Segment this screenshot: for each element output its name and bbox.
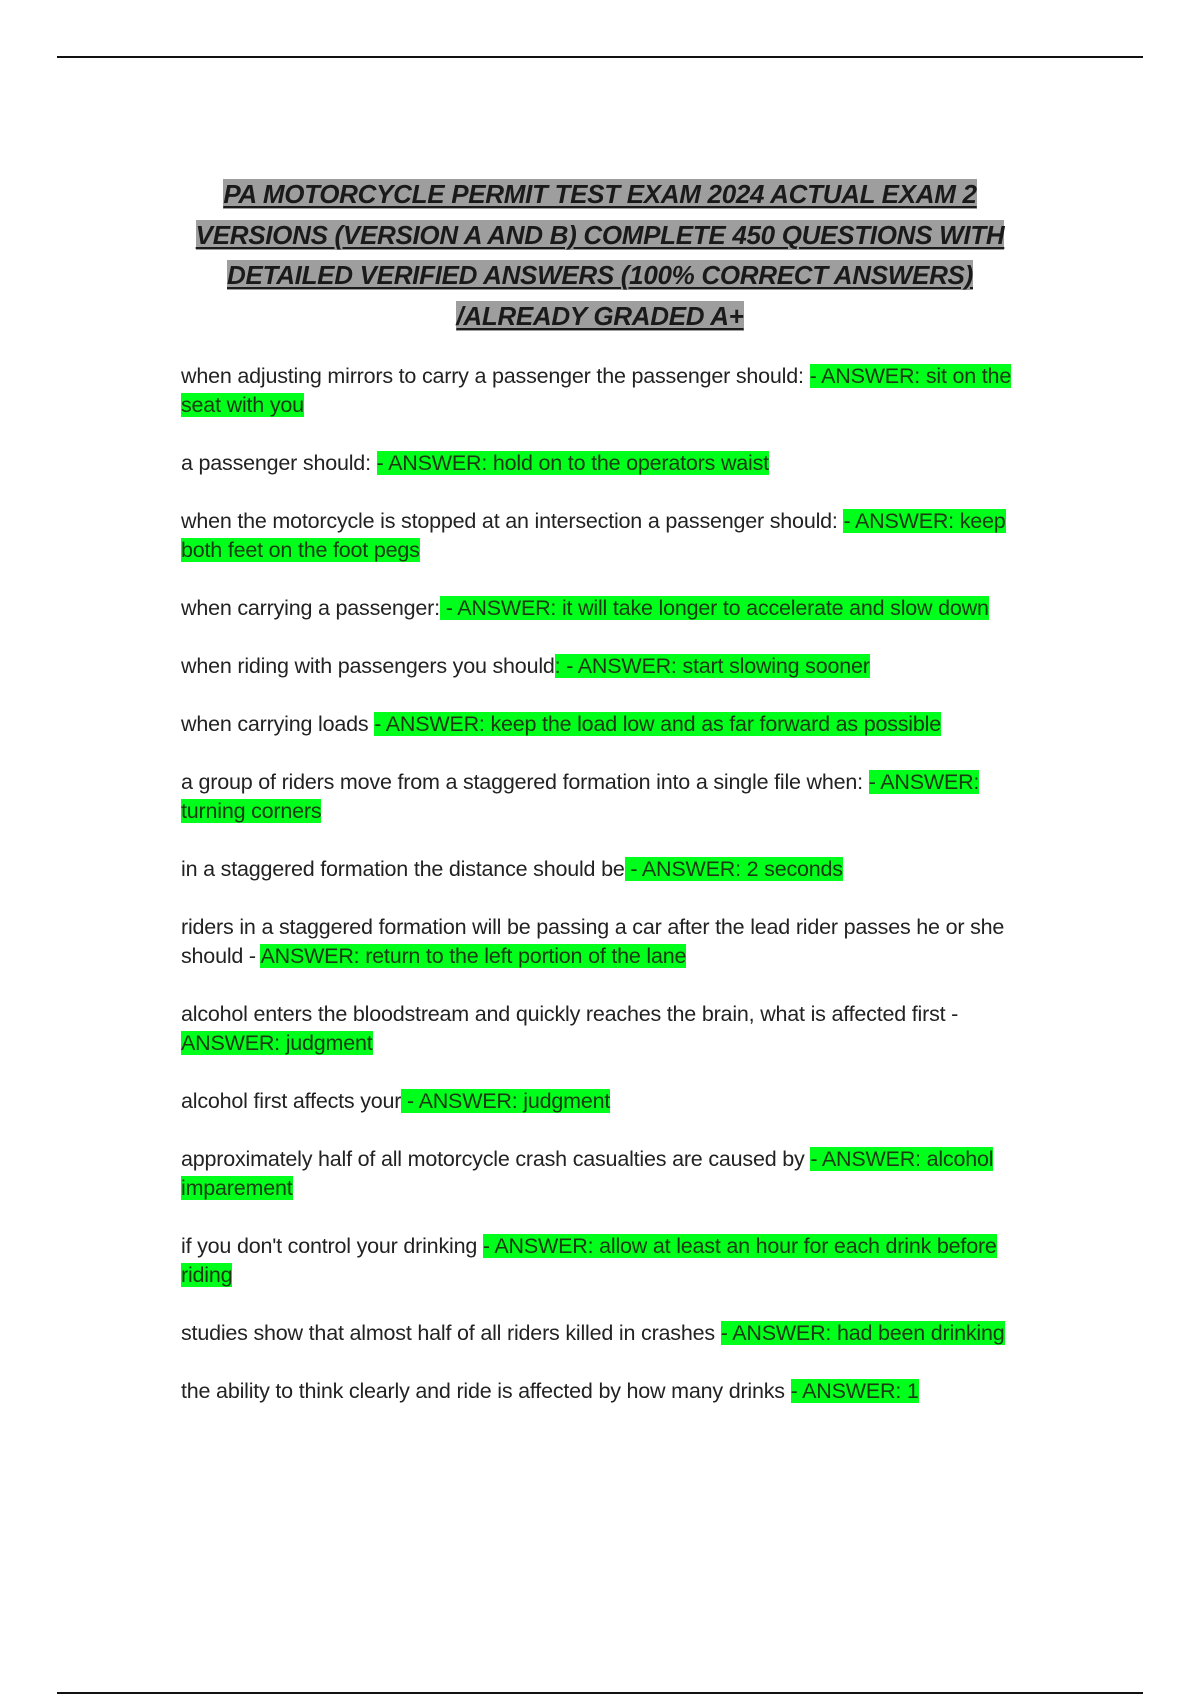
qa-item: [181, 362, 1021, 420]
qa-item: [181, 1145, 1021, 1203]
qa-item: [181, 449, 1021, 478]
question-text: approximately half of all motorcycle crash casualties are caused by: [181, 1147, 811, 1171]
question-text: when adjusting mirrors to carry a passenger the passenger should:: [181, 364, 810, 388]
footer-rule: [57, 1692, 1143, 1694]
question-text: a passenger should:: [181, 451, 377, 475]
document-title: [180, 174, 1020, 336]
answer-text: - ANSWER: sit on the seat with you: [181, 364, 1012, 417]
qa-item: [181, 1232, 1021, 1290]
question-text: when carrying a passenger:: [181, 596, 440, 620]
question-text: alcohol enters the bloodstream and quickly reaches the brain, what is affected first -: [181, 1002, 959, 1026]
answer-text: - ANSWER: it will take longer to accelerate and slow down: [439, 596, 989, 620]
qa-list: [181, 362, 1021, 1435]
qa-item: [181, 507, 1021, 565]
qa-item: [181, 913, 1021, 971]
answer-text: - ANSWER: hold on to the operators waist: [376, 451, 769, 475]
answer-text: ANSWER: judgment: [181, 1031, 373, 1055]
answer-text: : - ANSWER: start slowing sooner: [554, 654, 870, 678]
qa-item: [181, 1000, 1021, 1058]
question-text: if you don't control your drinking: [181, 1234, 483, 1258]
question-text: riders in a staggered formation will be passing a car after the lead rider passes he or she should -: [181, 915, 1005, 968]
answer-text: ANSWER: return to the left portion of the lane: [260, 944, 687, 968]
question-text: the ability to think clearly and ride is affected by how many drinks: [181, 1379, 791, 1403]
question-text: when carrying loads: [181, 712, 375, 736]
qa-item: [181, 1319, 1021, 1348]
answer-text: - ANSWER: had been drinking: [720, 1321, 1005, 1345]
answer-text: - ANSWER: allow at least an hour for each drink before riding: [181, 1234, 997, 1287]
qa-item: [181, 594, 1021, 623]
question-text: when the motorcycle is stopped at an intersection a passenger should:: [181, 509, 844, 533]
question-text: studies show that almost half of all riders killed in crashes: [181, 1321, 721, 1345]
answer-text: - ANSWER: keep the load low and as far forward as possible: [374, 712, 941, 736]
answer-text: - ANSWER: alcohol imparement: [181, 1147, 994, 1200]
answer-text: - ANSWER: turning corners: [181, 770, 980, 823]
answer-text: - ANSWER: judgment: [401, 1089, 611, 1113]
question-text: in a staggered formation the distance should be: [181, 857, 625, 881]
answer-text: - ANSWER: 1: [790, 1379, 919, 1403]
answer-text: - ANSWER: 2 seconds: [624, 857, 843, 881]
question-text: alcohol first affects your: [181, 1089, 402, 1113]
qa-item: [181, 1087, 1021, 1116]
qa-item: [181, 768, 1021, 826]
question-text: a group of riders move from a staggered formation into a single file when:: [181, 770, 869, 794]
question-text: when riding with passengers you should: [181, 654, 555, 678]
qa-item: [181, 710, 1021, 739]
answer-text: - ANSWER: keep both feet on the foot pegs: [181, 509, 1006, 562]
document-title-text: PA MOTORCYCLE PERMIT TEST EXAM 2024 ACTUAL EXAM 2 VERSIONS (VERSION A AND B) COMPLETE 450 QUESTIONS WITH DETAILED VERIFIED ANSWERS (100% CORRECT ANSWERS) /ALREADY GRADED A+: [195, 179, 1005, 331]
header-rule: [57, 56, 1143, 58]
qa-item: [181, 1377, 1021, 1406]
qa-item: [181, 652, 1021, 681]
qa-item: [181, 855, 1021, 884]
